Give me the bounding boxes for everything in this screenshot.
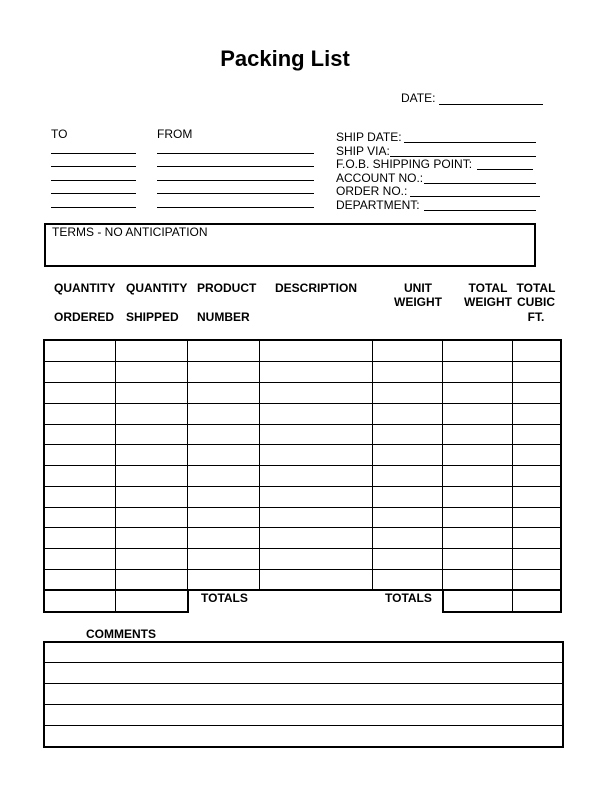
col-quantity-ordered-line2: ORDERED — [54, 310, 115, 324]
comments-label: COMMENTS — [86, 627, 156, 641]
terms-label: TERMS - NO ANTICIPATION — [52, 225, 208, 239]
col-product-number-line1: PRODUCT — [197, 281, 257, 295]
order-no-label: ORDER NO.: — [336, 184, 408, 198]
col-product-number-line2: NUMBER — [197, 310, 250, 324]
col-total-cubic-line1: TOTAL — [516, 281, 556, 295]
totals-left-label: TOTALS — [201, 591, 248, 605]
col-total-weight-line1: TOTAL — [468, 281, 508, 295]
col-unit-weight-line1: UNIT — [404, 281, 432, 295]
col-total-cubic-line2: CUBIC — [517, 295, 555, 309]
fob-shipping-point-label: F.O.B. SHIPPING POINT: — [336, 157, 473, 171]
ship-date-label: SHIP DATE: — [336, 130, 402, 144]
department-label: DEPARTMENT: — [336, 198, 420, 212]
to-label: TO — [51, 127, 68, 141]
col-unit-weight-line2: WEIGHT — [394, 295, 442, 309]
col-total-cubic-line3: FT. — [527, 310, 545, 324]
account-no-label: ACCOUNT NO.: — [336, 171, 424, 185]
col-description: DESCRIPTION — [275, 281, 358, 295]
col-quantity-shipped-line2: SHIPPED — [126, 310, 179, 324]
date-label: DATE: — [401, 91, 436, 105]
page-title: Packing List — [220, 46, 350, 71]
col-total-weight-line2: WEIGHT — [464, 295, 512, 309]
totals-right-label: TOTALS — [385, 591, 432, 605]
col-quantity-shipped-line1: QUANTITY — [126, 281, 188, 295]
col-quantity-ordered-line1: QUANTITY — [54, 281, 116, 295]
from-label: FROM — [157, 127, 193, 141]
ship-via-label: SHIP VIA: — [336, 144, 390, 158]
